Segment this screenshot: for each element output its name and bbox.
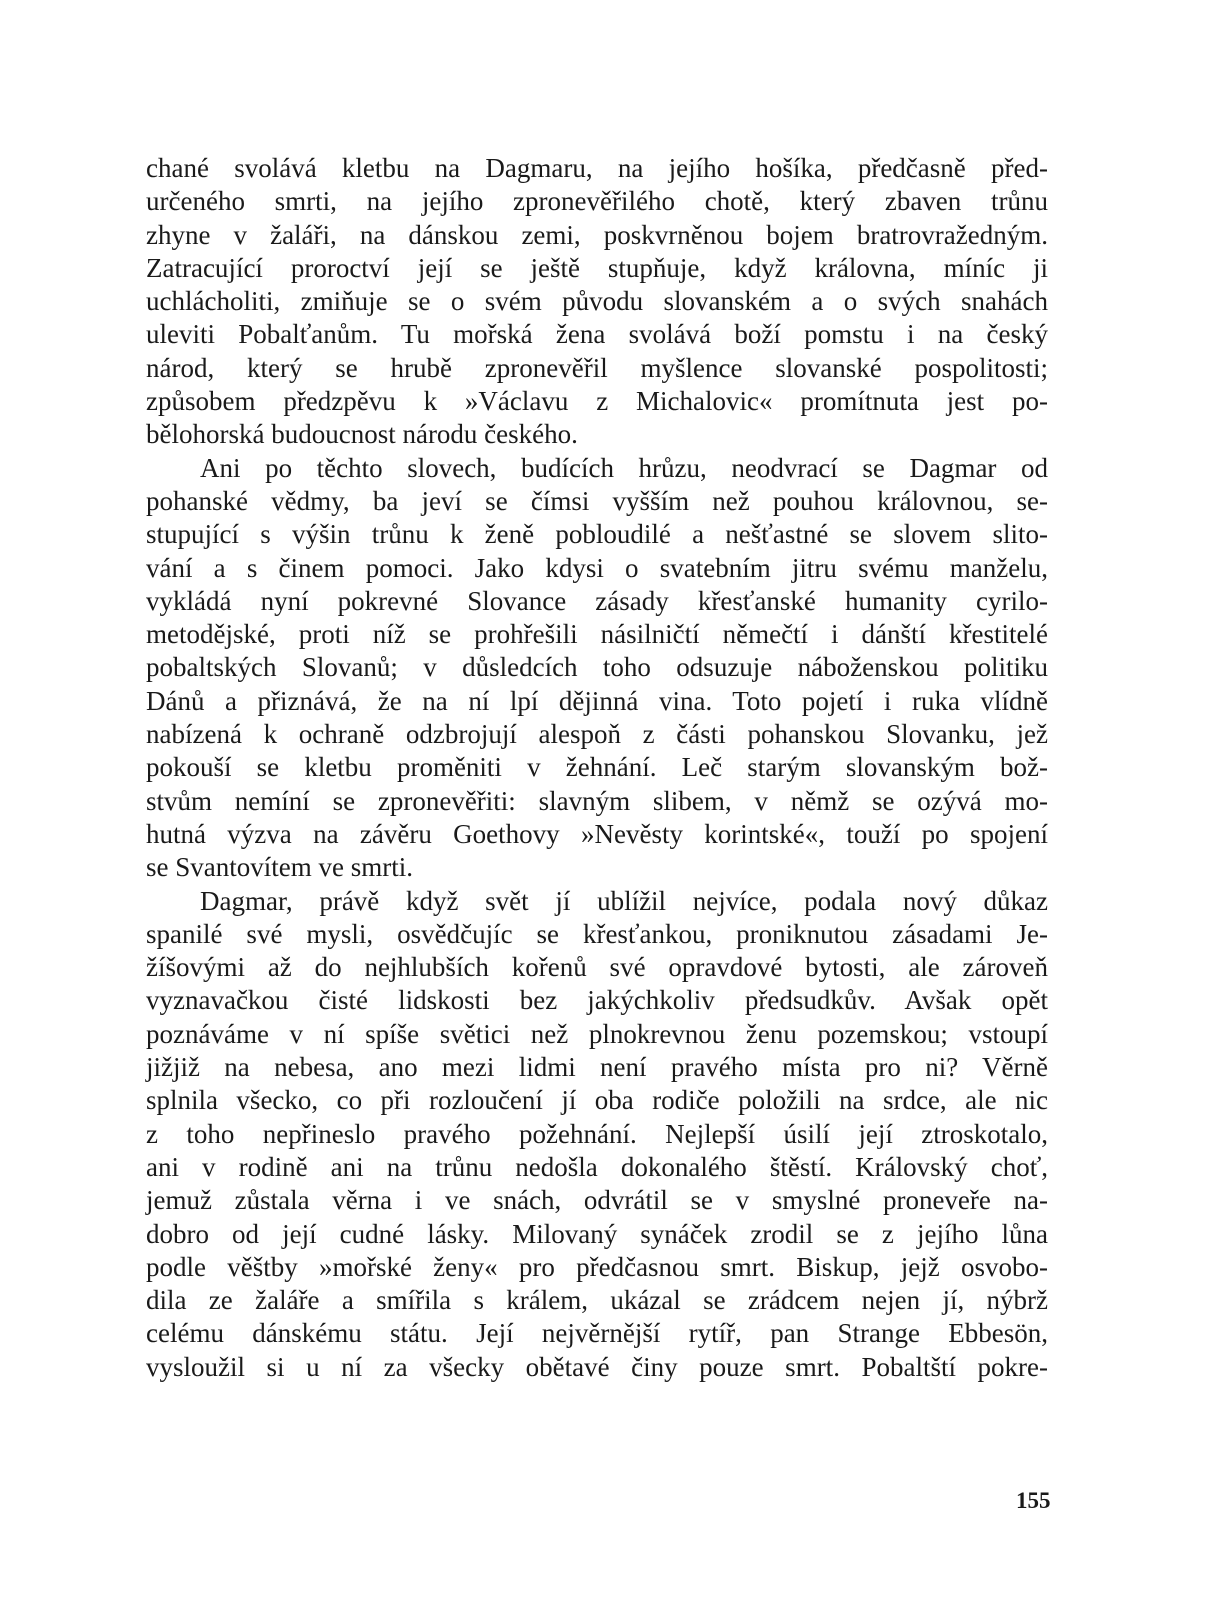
text-line: uchlácholiti, zmiňuje se o svém původu slovanském a o svých snahách bbox=[146, 286, 1048, 317]
text-line: dobro od její cudné lásky. Milovaný synáček zrodil se z jejího lůna bbox=[146, 1218, 1048, 1249]
text-line: uleviti Pobalťanům. Tu mořská žena svolává boží pomstu i na český bbox=[146, 319, 1048, 350]
text-line: vysloužil si u ní za všecky obětavé činy pouze smrt. Pobaltští pokre- bbox=[146, 1351, 1048, 1382]
text-line: stupující s výšin trůnu k ženě pobloudilé a nešťastné se slovem slito- bbox=[146, 519, 1048, 550]
text-line: národ, který se hrubě zpronevěřil myšlence slovanské pospolitosti; bbox=[146, 352, 1048, 383]
text-line: pobaltských Slovanů; v důsledcích toho odsuzuje náboženskou politiku bbox=[146, 652, 1048, 683]
text-line: způsobem předzpěvu k »Václavu z Michalovic« promítnuta jest po- bbox=[146, 386, 1048, 417]
text-line: pohanské vědmy, ba jeví se čímsi vyšším než pouhou královnou, se- bbox=[146, 485, 1048, 516]
text-line: poznáváme v ní spíše světici než plnokrevnou ženu pozemskou; vstoupí bbox=[146, 1018, 1048, 1049]
text-line: pokouší se kletbu proměniti v žehnání. Leč starým slovanským bož- bbox=[146, 752, 1048, 783]
text-line: podle věštby »mořské ženy« pro předčasnou smrt. Biskup, jejž osvobo- bbox=[146, 1251, 1048, 1282]
text-line: Dánů a přiznává, že na ní lpí dějinná vina. Toto pojetí i ruka vlídně bbox=[146, 685, 1048, 716]
text-line: spanilé své mysli, osvědčujíc se křesťankou, proniknutou zásadami Je- bbox=[146, 918, 1048, 949]
paragraph bbox=[146, 152, 1048, 452]
text-line: zhyne v žaláři, na dánskou zemi, poskvrněnou bojem bratrovražedným. bbox=[146, 219, 1048, 250]
text-line: jižjiž na nebesa, ano mezi lidmi není pravého místa pro ni? Věrně bbox=[146, 1052, 1048, 1083]
text-line: z toho nepřineslo pravého požehnání. Nejlepší úsilí její ztroskotalo, bbox=[146, 1118, 1048, 1149]
text-line: Zatracující proroctví její se ještě stupňuje, když královna, míníc ji bbox=[146, 252, 1048, 283]
paragraph bbox=[146, 452, 1048, 885]
text-line: ani v rodině ani na trůnu nedošla dokonalého štěstí. Královský choť, bbox=[146, 1151, 1048, 1182]
text-line: vykládá nyní pokrevné Slovance zásady křesťanské humanity cyrilo- bbox=[146, 585, 1048, 616]
text-line: vání a s činem pomoci. Jako kdysi o svatebním jitru svému manželu, bbox=[146, 552, 1048, 583]
page-text bbox=[146, 152, 1048, 1384]
text-line: Dagmar, právě když svět jí ublížil nejvíce, podala nový důkaz bbox=[200, 885, 1048, 916]
text-line: se Svantovítem ve smrti. bbox=[146, 852, 413, 883]
text-line: metodějské, proti níž se prohřešili násilničtí němečtí i dánští křestitelé bbox=[146, 619, 1048, 650]
text-line: jemuž zůstala věrna i ve snách, odvrátil se v smyslné proneveře na- bbox=[146, 1185, 1048, 1216]
text-line: Ani po těchto slovech, budících hrůzu, neodvrací se Dagmar od bbox=[200, 452, 1048, 483]
text-line: splnila všecko, co při rozloučení jí oba rodiče položili na srdce, ale nic bbox=[146, 1085, 1048, 1116]
page-number: 155 bbox=[1016, 1488, 1051, 1513]
text-line: žíšovými až do nejhlubších kořenů své opravdové bytosti, ale zároveň bbox=[146, 952, 1048, 983]
text-line: dila ze žaláře a smířila s králem, ukázal se zrádcem nejen jí, nýbrž bbox=[146, 1285, 1048, 1316]
text-line: hutná výzva na závěru Goethovy »Nevěsty korintské«, touží po spojení bbox=[146, 818, 1048, 849]
text-line: chané svolává kletbu na Dagmaru, na jejího hošíka, předčasně před- bbox=[146, 153, 1048, 183]
text-line: bělohorská budoucnost národu českého. bbox=[146, 419, 578, 450]
text-line: vyznavačkou čisté lidskosti bez jakýchkoliv předsudkův. Avšak opět bbox=[146, 985, 1048, 1016]
text-line: celému dánskému státu. Její nejvěrnější rytíř, pan Strange Ebbesön, bbox=[146, 1318, 1048, 1349]
text-line: stvům nemíní se zpronevěřiti: slavným slibem, v němž se ozývá mo- bbox=[146, 785, 1048, 816]
text-line: nabízená k ochraně odzbrojují alespoň z části pohanskou Slovanku, jež bbox=[146, 719, 1048, 750]
text-line: určeného smrti, na jejího zpronevěřilého chotě, který zbaven trůnu bbox=[146, 186, 1048, 217]
paragraph bbox=[146, 885, 1048, 1384]
